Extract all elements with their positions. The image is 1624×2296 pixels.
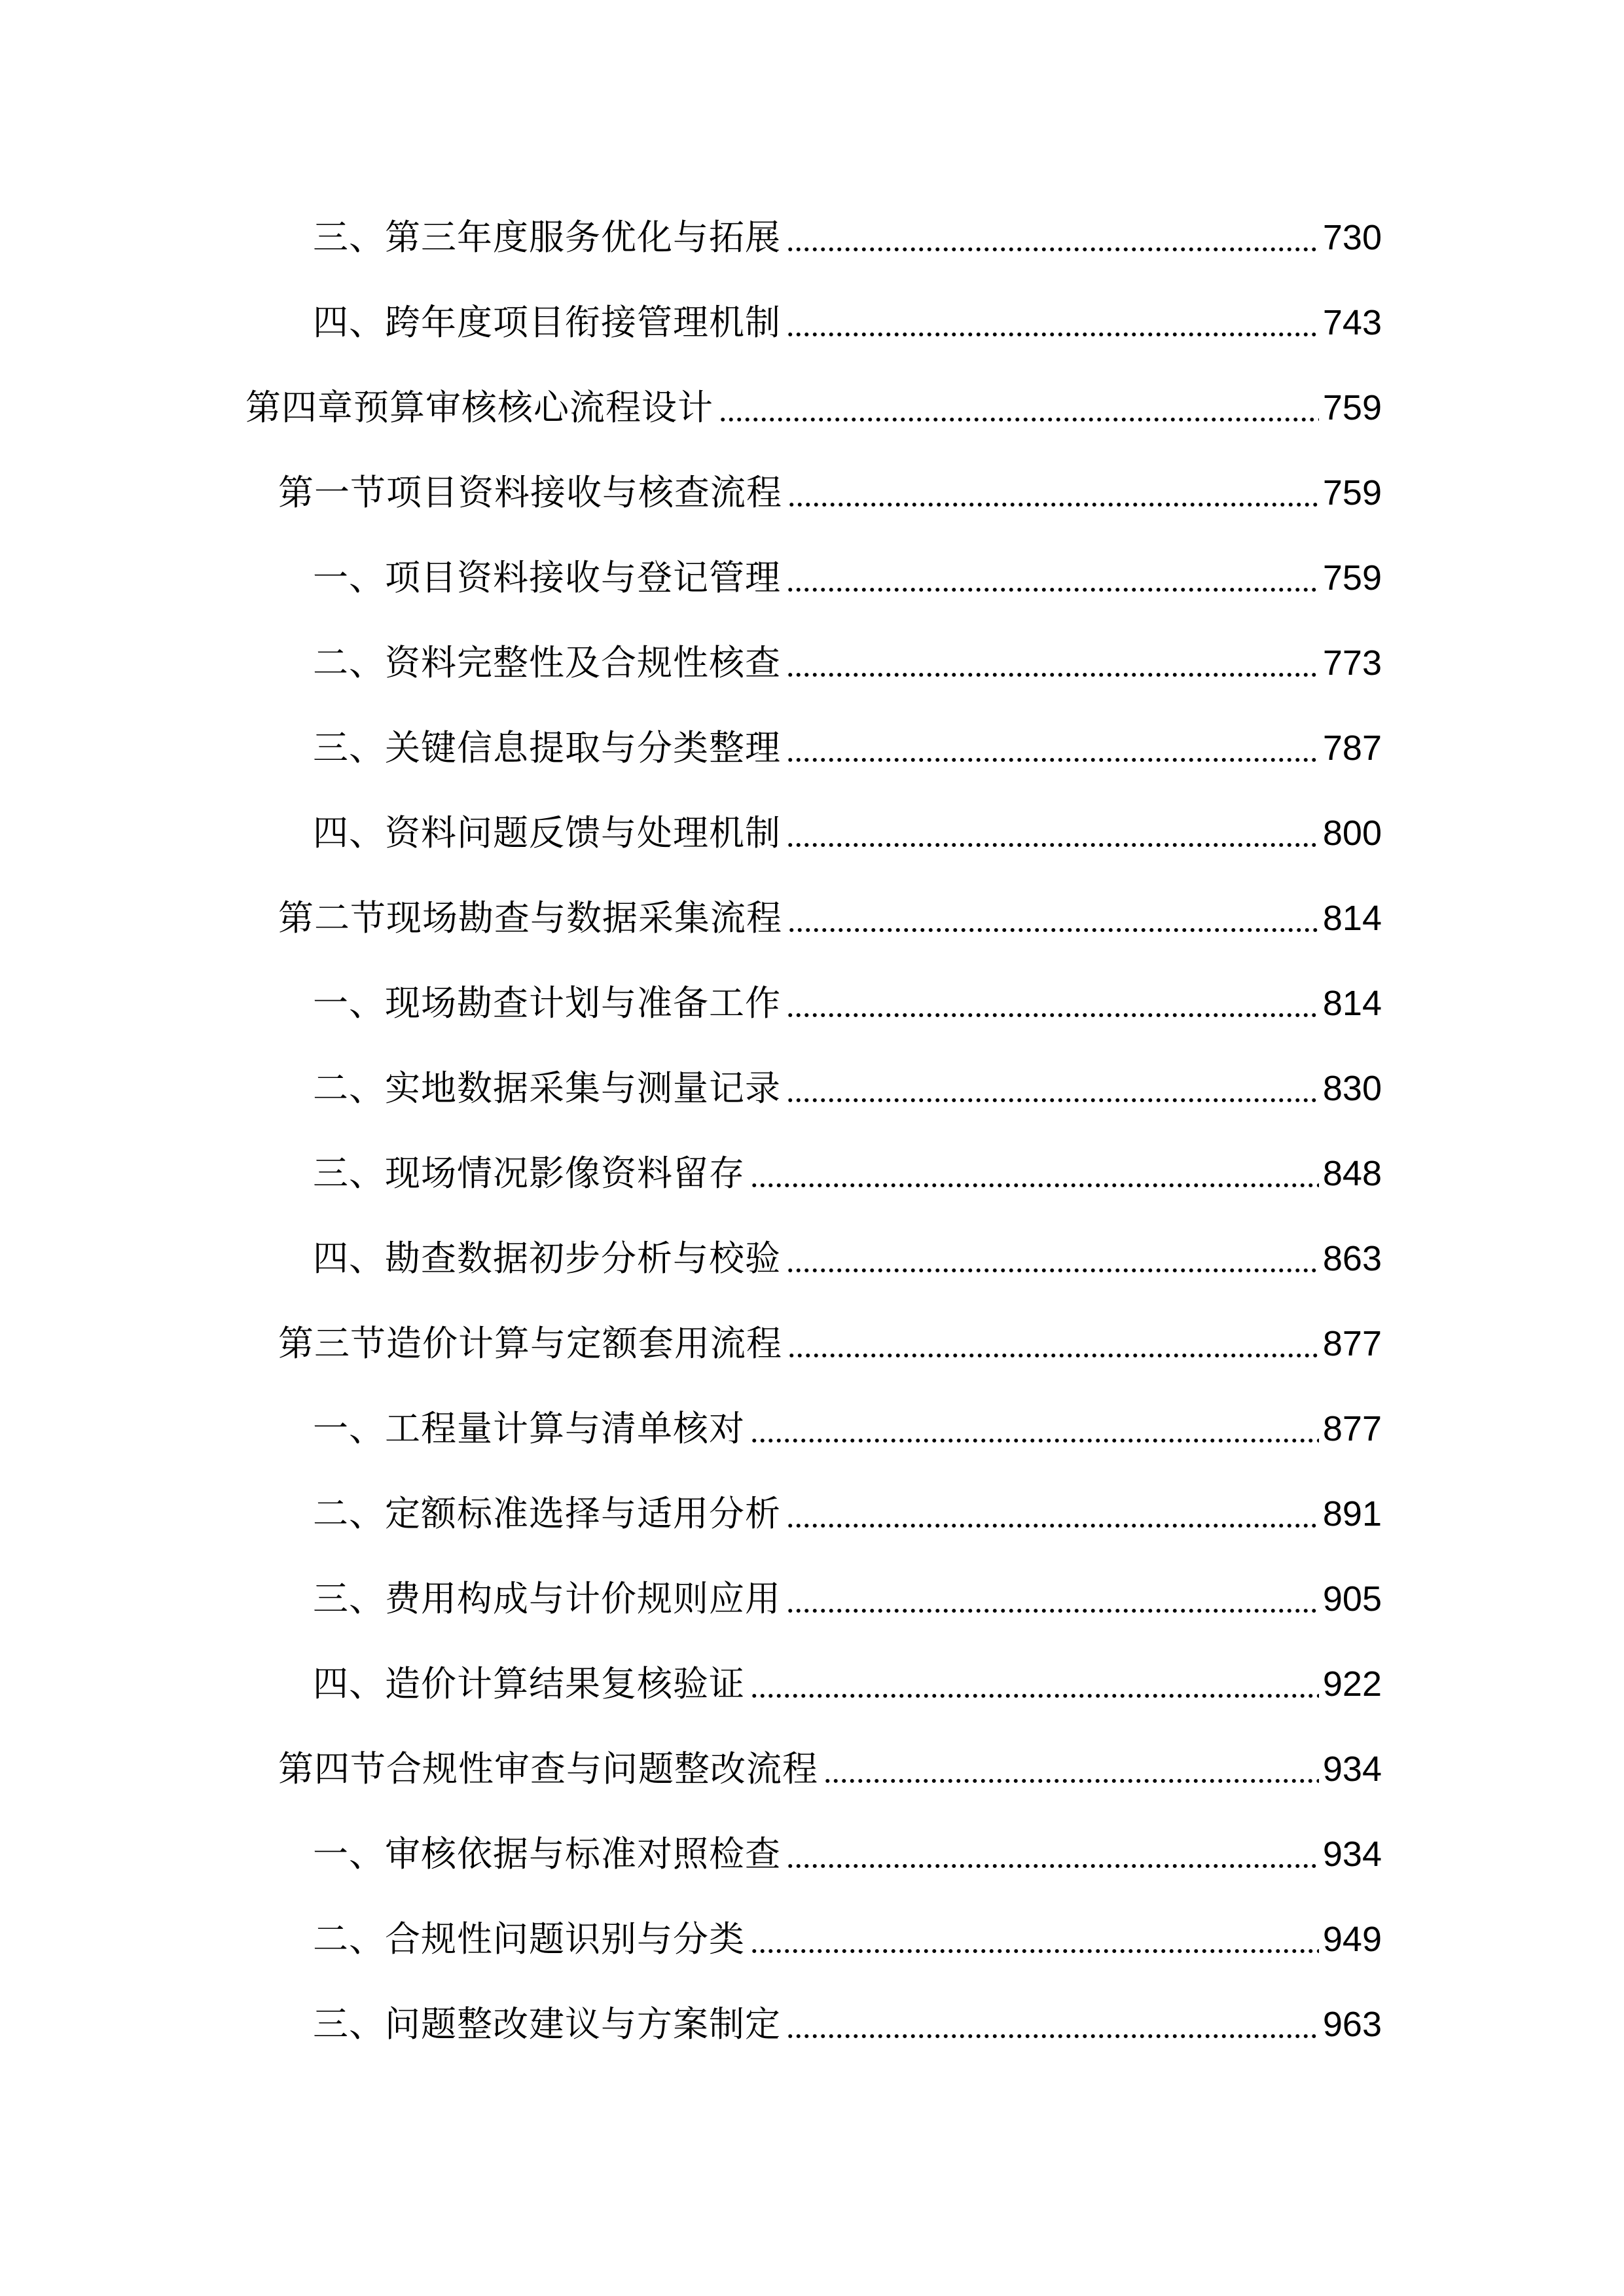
dot-leader: [786, 331, 1319, 338]
dot-leader: [787, 1352, 1319, 1359]
toc-entry-page: 830: [1322, 1069, 1382, 1108]
dot-leader: [786, 842, 1319, 848]
toc-entry-page: 848: [1322, 1154, 1382, 1193]
dot-leader: [786, 1267, 1319, 1274]
dot-leader: [719, 416, 1319, 423]
dot-leader: [786, 672, 1319, 678]
toc-entry[interactable]: [0, 974, 1624, 1033]
toc-entry[interactable]: [0, 1229, 1624, 1288]
toc-entry-page: 905: [1322, 1579, 1382, 1619]
toc-entry-title: 三、问题整改建议与方案制定: [313, 2003, 781, 2045]
toc-entry-title: 第二节现场勘查与数据采集流程: [278, 897, 782, 939]
toc-entry-page: 743: [1322, 303, 1382, 342]
toc-entry-title: 第一节项目资料接收与核查流程: [278, 472, 782, 513]
toc-entry-title: 一、工程量计算与清单核对: [313, 1408, 745, 1449]
dot-leader: [823, 1778, 1319, 1784]
toc-entry-title: 一、项目资料接收与登记管理: [313, 557, 781, 598]
toc-entry-title: 四、造价计算结果复核验证: [313, 1663, 745, 1704]
toc-entry[interactable]: [0, 293, 1624, 352]
toc-entry-page: 934: [1322, 1835, 1382, 1874]
toc-entry[interactable]: [0, 463, 1624, 522]
toc-entry[interactable]: [0, 548, 1624, 607]
toc-entry-title: 一、现场勘查计划与准备工作: [313, 982, 781, 1024]
toc-entry-title: 三、第三年度服务优化与拓展: [313, 217, 781, 258]
toc-entry-page: 730: [1322, 218, 1382, 257]
toc-entry-page: 800: [1322, 814, 1382, 853]
toc-entry[interactable]: [0, 1995, 1624, 2054]
toc-entry[interactable]: [0, 889, 1624, 948]
toc-entry-page: 877: [1322, 1324, 1382, 1363]
toc-entry-page: 934: [1322, 1749, 1382, 1789]
toc-entry-page: 759: [1322, 473, 1382, 512]
toc-entry-title: 四、勘查数据初步分析与校验: [313, 1238, 781, 1279]
toc-entry-page: 773: [1322, 643, 1382, 683]
toc-entry[interactable]: [0, 1655, 1624, 1713]
toc-entry[interactable]: [0, 1570, 1624, 1628]
dot-leader: [786, 246, 1319, 253]
dot-leader: [786, 1522, 1319, 1529]
toc-entry-title: 二、定额标准选择与适用分析: [313, 1493, 781, 1534]
toc-entry-title: 二、资料完整性及合规性核查: [313, 642, 781, 683]
toc-entry-title: 第四章预算审核核心流程设计: [245, 387, 713, 428]
toc-entry-page: 787: [1322, 728, 1382, 768]
toc-entry-title: 四、资料问题反馈与处理机制: [313, 812, 781, 853]
toc-entry[interactable]: [0, 719, 1624, 778]
toc-entry[interactable]: [0, 1314, 1624, 1373]
toc-entry-page: 863: [1322, 1239, 1382, 1278]
dot-leader: [750, 1948, 1319, 1954]
dot-leader: [786, 1863, 1319, 1869]
toc-entry-page: 891: [1322, 1494, 1382, 1534]
toc-entry-title: 二、合规性问题识别与分类: [313, 1918, 745, 1960]
toc-entry-page: 814: [1322, 899, 1382, 938]
toc-entry[interactable]: [0, 634, 1624, 692]
toc-entry[interactable]: [0, 1059, 1624, 1118]
dot-leader: [750, 1693, 1319, 1699]
toc-entry[interactable]: [0, 1399, 1624, 1458]
toc-entry-page: 922: [1322, 1664, 1382, 1704]
toc-entry-title: 一、审核依据与标准对照检查: [313, 1833, 781, 1874]
dot-leader: [750, 1437, 1319, 1444]
toc-entry[interactable]: [0, 804, 1624, 863]
toc-entry[interactable]: [0, 208, 1624, 267]
toc-entry-page: 759: [1322, 388, 1382, 427]
dot-leader: [750, 1182, 1319, 1189]
toc-entry-page: 814: [1322, 984, 1382, 1023]
toc-entry-page: 759: [1322, 558, 1382, 598]
dot-leader: [787, 927, 1319, 933]
toc-entry-title: 三、关键信息提取与分类整理: [313, 727, 781, 768]
dot-leader: [786, 2033, 1319, 2039]
toc-entry-title: 第三节造价计算与定额套用流程: [278, 1323, 782, 1364]
toc-entry[interactable]: [0, 1144, 1624, 1203]
toc-entry-page: 963: [1322, 2005, 1382, 2044]
dot-leader: [786, 586, 1319, 593]
dot-leader: [787, 501, 1319, 508]
toc-entry[interactable]: [0, 378, 1624, 437]
dot-leader: [786, 1097, 1319, 1103]
dot-leader: [786, 757, 1319, 763]
toc-entry[interactable]: [0, 1484, 1624, 1543]
dot-leader: [786, 1607, 1319, 1614]
toc-entry[interactable]: [0, 1910, 1624, 1969]
toc-entry[interactable]: [0, 1740, 1624, 1799]
toc-entry-title: 三、现场情况影像资料留存: [313, 1153, 745, 1194]
toc-entry-page: 877: [1322, 1409, 1382, 1448]
toc-entry-title: 二、实地数据采集与测量记录: [313, 1067, 781, 1109]
toc-entry-page: 949: [1322, 1920, 1382, 1959]
toc-entry-title: 四、跨年度项目衔接管理机制: [313, 302, 781, 343]
dot-leader: [786, 1012, 1319, 1018]
toc-entry[interactable]: [0, 1825, 1624, 1884]
toc-entry-title: 第四节合规性审查与问题整改流程: [278, 1748, 818, 1789]
toc-entry-title: 三、费用构成与计价规则应用: [313, 1578, 781, 1619]
